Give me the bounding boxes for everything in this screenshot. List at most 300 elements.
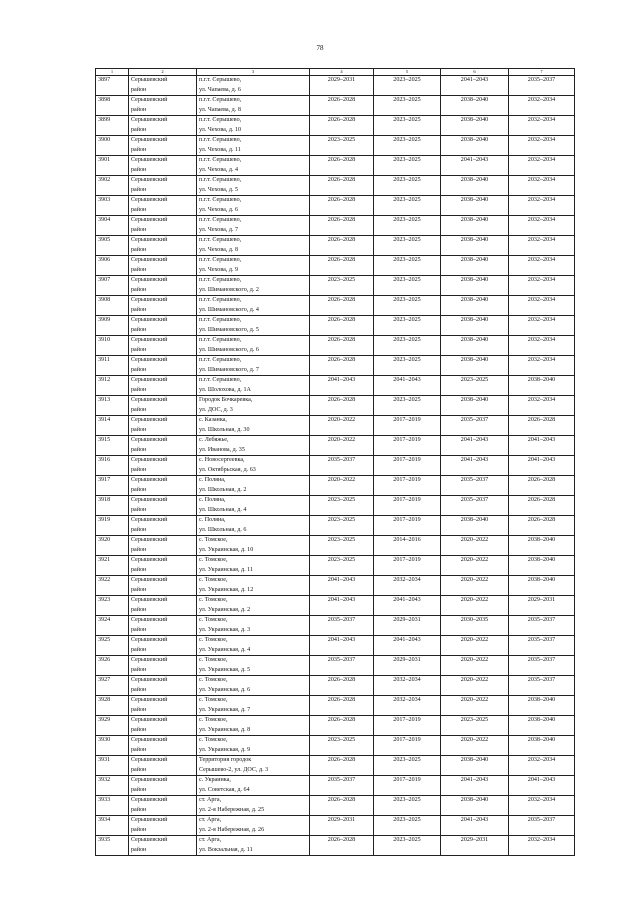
district-line: Серышевский <box>131 557 168 563</box>
district-cell <box>129 636 197 656</box>
table-row <box>96 256 575 276</box>
address-cell <box>197 716 310 736</box>
address-cell <box>197 516 310 536</box>
district-line: район <box>131 566 147 573</box>
address-line: ул. Чапаева, д. 8 <box>199 106 241 113</box>
address-line: ул. Украинская, д. 9 <box>199 746 251 753</box>
address-line: с. Томское, <box>199 697 228 703</box>
address-line: с. Томское, <box>199 677 228 683</box>
period-cell: 2041–2043 <box>441 456 509 476</box>
district-cell <box>129 236 197 256</box>
period-cell: 2041–2043 <box>310 596 374 616</box>
address-line: ст. Арга, <box>199 817 222 823</box>
district-cell <box>129 96 197 116</box>
address-line: п.г.т. Серышево, <box>199 297 242 303</box>
page-number: 78 <box>316 44 324 52</box>
row-number-cell: 3914 <box>96 416 129 436</box>
row-number-cell: 3920 <box>96 536 129 556</box>
period-cell: 2023–2025 <box>374 816 441 836</box>
period-cell: 2038–2040 <box>509 536 575 556</box>
table-row <box>96 816 575 836</box>
district-cell <box>129 396 197 416</box>
period-cell: 2020–2022 <box>441 736 509 756</box>
period-cell: 2026–2028 <box>310 296 374 316</box>
address-line: п.г.т. Серышево, <box>199 77 242 83</box>
period-cell: 2032–2034 <box>509 176 575 196</box>
district-cell <box>129 656 197 676</box>
district-line: район <box>131 346 147 353</box>
period-cell: 2029–2031 <box>374 656 441 676</box>
address-cell <box>197 276 310 296</box>
period-cell: 2023–2025 <box>441 376 509 396</box>
address-line: с. Поляна, <box>199 497 226 503</box>
district-cell <box>129 776 197 796</box>
period-cell: 2026–2028 <box>310 316 374 336</box>
address-line: ул. Чехова, д. 10 <box>199 126 242 133</box>
period-cell: 2026–2028 <box>310 716 374 736</box>
row-number-cell: 3924 <box>96 616 129 636</box>
address-cell <box>197 776 310 796</box>
period-cell: 2032–2034 <box>374 676 441 696</box>
period-cell: 2038–2040 <box>509 376 575 396</box>
district-line: Серышевский <box>131 177 168 183</box>
period-cell: 2017–2019 <box>374 716 441 736</box>
district-line: район <box>131 506 147 513</box>
period-cell: 2026–2028 <box>509 516 575 536</box>
period-cell: 2035–2037 <box>441 416 509 436</box>
period-cell: 2023–2025 <box>374 76 441 96</box>
district-line: Серышевский <box>131 217 168 223</box>
district-cell <box>129 516 197 536</box>
address-line: ул. Школьная, д. 30 <box>199 426 250 433</box>
address-line: п.г.т. Серышево, <box>199 337 242 343</box>
period-cell: 2023–2025 <box>310 496 374 516</box>
period-cell: 2035–2037 <box>509 656 575 676</box>
table-row <box>96 236 575 256</box>
district-line: Серышевский <box>131 837 168 843</box>
district-line: район <box>131 466 147 473</box>
address-line: п.г.т. Серышево, <box>199 357 242 363</box>
row-number-cell: 3903 <box>96 196 129 216</box>
period-cell: 2035–2037 <box>310 776 374 796</box>
address-line: ул. Школьная, д. 2 <box>199 486 247 493</box>
address-cell <box>197 216 310 236</box>
district-cell <box>129 376 197 396</box>
address-cell <box>197 476 310 496</box>
address-cell <box>197 416 310 436</box>
district-line: Серышевский <box>131 397 168 403</box>
period-cell: 2023–2025 <box>374 276 441 296</box>
table-row <box>96 556 575 576</box>
address-line: ул. Украинская, д. 7 <box>199 706 251 713</box>
address-line: п.г.т. Серышево, <box>199 157 242 163</box>
address-line: ул. Украинская, д. 3 <box>199 626 251 633</box>
period-cell: 2038–2040 <box>441 136 509 156</box>
address-cell <box>197 596 310 616</box>
row-number-cell: 3906 <box>96 256 129 276</box>
district-line: Серышевский <box>131 577 168 583</box>
table-row <box>96 496 575 516</box>
period-cell: 2026–2028 <box>310 796 374 816</box>
period-cell: 2038–2040 <box>441 516 509 536</box>
row-number-cell: 3901 <box>96 156 129 176</box>
address-cell <box>197 836 310 856</box>
district-line: район <box>131 386 147 393</box>
address-cell <box>197 396 310 416</box>
district-line: Серышевский <box>131 297 168 303</box>
table-row <box>96 296 575 316</box>
address-line: ул. Чехова, д. 9 <box>199 266 239 273</box>
district-line: Серышевский <box>131 117 168 123</box>
address-cell <box>197 296 310 316</box>
district-cell <box>129 356 197 376</box>
period-cell: 2032–2034 <box>509 296 575 316</box>
district-line: Серышевский <box>131 137 168 143</box>
district-line: район <box>131 626 147 633</box>
period-cell: 2026–2028 <box>310 696 374 716</box>
address-cell <box>197 816 310 836</box>
address-cell <box>197 636 310 656</box>
district-cell <box>129 536 197 556</box>
period-cell: 2032–2034 <box>509 256 575 276</box>
period-cell: 2032–2034 <box>509 196 575 216</box>
table-row <box>96 476 575 496</box>
period-cell: 2032–2034 <box>509 336 575 356</box>
period-cell: 2026–2028 <box>310 756 374 776</box>
address-line: ул. Школьная, д. 4 <box>199 506 247 513</box>
district-line: район <box>131 726 147 733</box>
district-line: Серышевский <box>131 677 168 683</box>
district-line: район <box>131 486 147 493</box>
address-cell <box>197 316 310 336</box>
schedule-table <box>95 68 575 856</box>
period-cell: 2038–2040 <box>441 356 509 376</box>
district-line: Серышевский <box>131 817 168 823</box>
district-line: Серышевский <box>131 197 168 203</box>
period-cell: 2029–2031 <box>374 616 441 636</box>
column-number-row <box>96 69 575 76</box>
period-cell: 2038–2040 <box>509 556 575 576</box>
district-line: район <box>131 646 147 653</box>
address-line: п.г.т. Серышево, <box>199 117 242 123</box>
period-cell: 2035–2037 <box>310 656 374 676</box>
address-line: ул. Чехова, д. 6 <box>199 206 239 213</box>
row-number-cell: 3916 <box>96 456 129 476</box>
district-cell <box>129 436 197 456</box>
row-number-cell: 3928 <box>96 696 129 716</box>
address-cell <box>197 196 310 216</box>
period-cell: 2032–2034 <box>374 696 441 716</box>
period-cell: 2030–2035 <box>441 616 509 636</box>
address-cell <box>197 436 310 456</box>
period-cell: 2023–2025 <box>374 216 441 236</box>
district-line: район <box>131 266 147 273</box>
period-cell: 2035–2037 <box>509 636 575 656</box>
district-line: район <box>131 286 147 293</box>
period-cell: 2023–2025 <box>374 336 441 356</box>
column-number-header: 7 <box>509 69 575 76</box>
district-cell <box>129 696 197 716</box>
period-cell: 2038–2040 <box>441 316 509 336</box>
period-cell: 2017–2019 <box>374 476 441 496</box>
table-row <box>96 416 575 436</box>
row-number-cell: 3929 <box>96 716 129 736</box>
column-number-header: 2 <box>129 69 197 76</box>
table-body <box>96 76 575 856</box>
district-line: район <box>131 86 147 93</box>
district-line: Серышевский <box>131 477 168 483</box>
district-line: Серышевский <box>131 517 168 523</box>
address-line: ул. Советская, д. 64 <box>199 786 250 793</box>
district-line: Серышевский <box>131 617 168 623</box>
row-number-cell: 3934 <box>96 816 129 836</box>
district-cell <box>129 616 197 636</box>
period-cell: 2041–2043 <box>441 76 509 96</box>
address-line: Серышево-2, ул. ДОС, д. 3 <box>199 766 269 773</box>
district-line: район <box>131 706 147 713</box>
district-line: Серышевский <box>131 417 168 423</box>
address-line: п.г.т. Серышево, <box>199 177 242 183</box>
row-number-cell: 3905 <box>96 236 129 256</box>
period-cell: 2038–2040 <box>441 196 509 216</box>
address-line: с. Томское, <box>199 597 228 603</box>
row-number-cell: 3935 <box>96 836 129 856</box>
table-row <box>96 456 575 476</box>
row-number-cell: 3909 <box>96 316 129 336</box>
period-cell: 2035–2037 <box>509 816 575 836</box>
address-line: ул. Шимановского, д. 6 <box>199 346 259 353</box>
table-row <box>96 96 575 116</box>
period-cell: 2038–2040 <box>441 796 509 816</box>
table-row <box>96 616 575 636</box>
address-line: с. Томское, <box>199 537 228 543</box>
row-number-cell: 3912 <box>96 376 129 396</box>
row-number-cell: 3908 <box>96 296 129 316</box>
district-line: Серышевский <box>131 277 168 283</box>
period-cell: 2038–2040 <box>509 716 575 736</box>
address-line: Территория городок <box>199 757 252 763</box>
period-cell: 2041–2043 <box>310 376 374 396</box>
table-row <box>96 336 575 356</box>
table-row <box>96 516 575 536</box>
table-row <box>96 276 575 296</box>
address-line: с. Томское, <box>199 637 228 643</box>
period-cell: 2035–2037 <box>441 496 509 516</box>
district-line: Серышевский <box>131 797 168 803</box>
address-line: ул. Шимановского, д. 5 <box>199 326 259 333</box>
period-cell: 2026–2028 <box>310 356 374 376</box>
address-line: ул. Чехова, д. 11 <box>199 146 241 153</box>
period-cell: 2023–2025 <box>374 116 441 136</box>
period-cell: 2020–2022 <box>310 436 374 456</box>
district-line: район <box>131 106 147 113</box>
district-cell <box>129 216 197 236</box>
table-row <box>96 696 575 716</box>
district-cell <box>129 136 197 156</box>
address-line: ул. ДОС, д. 3 <box>199 406 233 413</box>
table-row <box>96 536 575 556</box>
period-cell: 2032–2034 <box>374 576 441 596</box>
row-number-cell: 3925 <box>96 636 129 656</box>
period-cell: 2032–2034 <box>509 116 575 136</box>
column-number-header: 3 <box>197 69 310 76</box>
address-cell <box>197 76 310 96</box>
district-cell <box>129 716 197 736</box>
address-cell <box>197 696 310 716</box>
address-line: п.г.т. Серышево, <box>199 317 242 323</box>
period-cell: 2041–2043 <box>441 816 509 836</box>
period-cell: 2017–2019 <box>374 416 441 436</box>
row-number-cell: 3932 <box>96 776 129 796</box>
period-cell: 2026–2028 <box>310 676 374 696</box>
address-line: ул. Чехова, д. 4 <box>199 166 239 173</box>
period-cell: 2023–2025 <box>374 136 441 156</box>
row-number-cell: 3926 <box>96 656 129 676</box>
period-cell: 2038–2040 <box>441 336 509 356</box>
district-line: район <box>131 806 147 813</box>
address-line: с. Томское, <box>199 557 228 563</box>
table-row <box>96 576 575 596</box>
address-cell <box>197 376 310 396</box>
period-cell: 2026–2028 <box>310 836 374 856</box>
period-cell: 2020–2022 <box>441 596 509 616</box>
row-number-cell: 3921 <box>96 556 129 576</box>
address-cell <box>197 736 310 756</box>
address-line: ул. Чехова, д. 5 <box>199 186 239 193</box>
district-cell <box>129 556 197 576</box>
district-line: Серышевский <box>131 237 168 243</box>
period-cell: 2026–2028 <box>310 156 374 176</box>
period-cell: 2026–2028 <box>310 256 374 276</box>
district-line: Серышевский <box>131 697 168 703</box>
address-line: ст. Арга, <box>199 797 222 803</box>
address-cell <box>197 756 310 776</box>
address-line: ул. Шимановского, д. 2 <box>199 286 259 293</box>
address-line: п.г.т. Серышево, <box>199 137 242 143</box>
table-row <box>96 396 575 416</box>
district-line: Серышевский <box>131 77 168 83</box>
row-number-cell: 3899 <box>96 116 129 136</box>
district-line: Серышевский <box>131 597 168 603</box>
table-row <box>96 376 575 396</box>
district-line: район <box>131 126 147 133</box>
period-cell: 2023–2025 <box>310 276 374 296</box>
district-line: район <box>131 226 147 233</box>
period-cell: 2023–2025 <box>374 296 441 316</box>
district-cell <box>129 76 197 96</box>
district-cell <box>129 836 197 856</box>
table-row <box>96 136 575 156</box>
period-cell: 2032–2034 <box>509 236 575 256</box>
period-cell: 2032–2034 <box>509 216 575 236</box>
address-line: п.г.т. Серышево, <box>199 97 242 103</box>
period-cell: 2017–2019 <box>374 736 441 756</box>
period-cell: 2032–2034 <box>509 276 575 296</box>
period-cell: 2038–2040 <box>441 396 509 416</box>
period-cell: 2041–2043 <box>509 436 575 456</box>
period-cell: 2041–2043 <box>441 156 509 176</box>
address-cell <box>197 236 310 256</box>
period-cell: 2023–2025 <box>374 356 441 376</box>
district-line: район <box>131 326 147 333</box>
period-cell: 2026–2028 <box>310 216 374 236</box>
address-line: с. Поляна, <box>199 477 226 483</box>
address-cell <box>197 616 310 636</box>
column-number-header: 4 <box>310 69 374 76</box>
period-cell: 2035–2037 <box>509 76 575 96</box>
district-cell <box>129 156 197 176</box>
district-line: Серышевский <box>131 157 168 163</box>
period-cell: 2026–2028 <box>310 176 374 196</box>
period-cell: 2020–2022 <box>310 416 374 436</box>
address-line: ул. Шимановского, д. 7 <box>199 366 259 373</box>
district-line: район <box>131 446 147 453</box>
address-line: п.г.т. Серышево, <box>199 197 242 203</box>
district-cell <box>129 576 197 596</box>
district-line: район <box>131 746 147 753</box>
district-line: район <box>131 206 147 213</box>
period-cell: 2023–2025 <box>374 836 441 856</box>
address-line: ул. 2-я Набережная, д. 25 <box>199 806 265 813</box>
table-row <box>96 316 575 336</box>
row-number-cell: 3900 <box>96 136 129 156</box>
table-row <box>96 676 575 696</box>
district-cell <box>129 416 197 436</box>
address-line: с. Томское, <box>199 577 228 583</box>
period-cell: 2038–2040 <box>509 576 575 596</box>
address-line: ул. Украинская, д. 4 <box>199 646 251 653</box>
address-cell <box>197 676 310 696</box>
address-cell <box>197 336 310 356</box>
district-line: район <box>131 526 147 533</box>
period-cell: 2032–2034 <box>509 316 575 336</box>
row-number-cell: 3913 <box>96 396 129 416</box>
district-line: район <box>131 586 147 593</box>
district-cell <box>129 196 197 216</box>
period-cell: 2041–2043 <box>310 576 374 596</box>
district-line: район <box>131 686 147 693</box>
district-line: район <box>131 246 147 253</box>
address-line: ул. Октябрьская, д. 63 <box>199 466 256 473</box>
district-line: Серышевский <box>131 717 168 723</box>
table-row <box>96 76 575 96</box>
period-cell: 2038–2040 <box>441 96 509 116</box>
period-cell: 2023–2025 <box>374 396 441 416</box>
period-cell: 2020–2022 <box>441 556 509 576</box>
table-row <box>96 836 575 856</box>
district-cell <box>129 316 197 336</box>
period-cell: 2041–2043 <box>374 596 441 616</box>
address-cell <box>197 96 310 116</box>
address-line: п.г.т. Серышево, <box>199 217 242 223</box>
district-line: Серышевский <box>131 457 168 463</box>
period-cell: 2023–2025 <box>310 136 374 156</box>
address-line: ул. Шолохова, д. 1А <box>199 386 251 393</box>
address-line: ул. Чапаева, д. 6 <box>199 86 241 93</box>
address-line: с. Томское, <box>199 737 228 743</box>
period-cell: 2023–2025 <box>374 96 441 116</box>
district-cell <box>129 176 197 196</box>
period-cell: 2032–2034 <box>509 836 575 856</box>
district-cell <box>129 816 197 836</box>
district-cell <box>129 756 197 776</box>
period-cell: 2041–2043 <box>374 376 441 396</box>
period-cell: 2020–2022 <box>441 676 509 696</box>
district-line: район <box>131 546 147 553</box>
period-cell: 2023–2025 <box>310 536 374 556</box>
district-cell <box>129 596 197 616</box>
period-cell: 2026–2028 <box>310 116 374 136</box>
